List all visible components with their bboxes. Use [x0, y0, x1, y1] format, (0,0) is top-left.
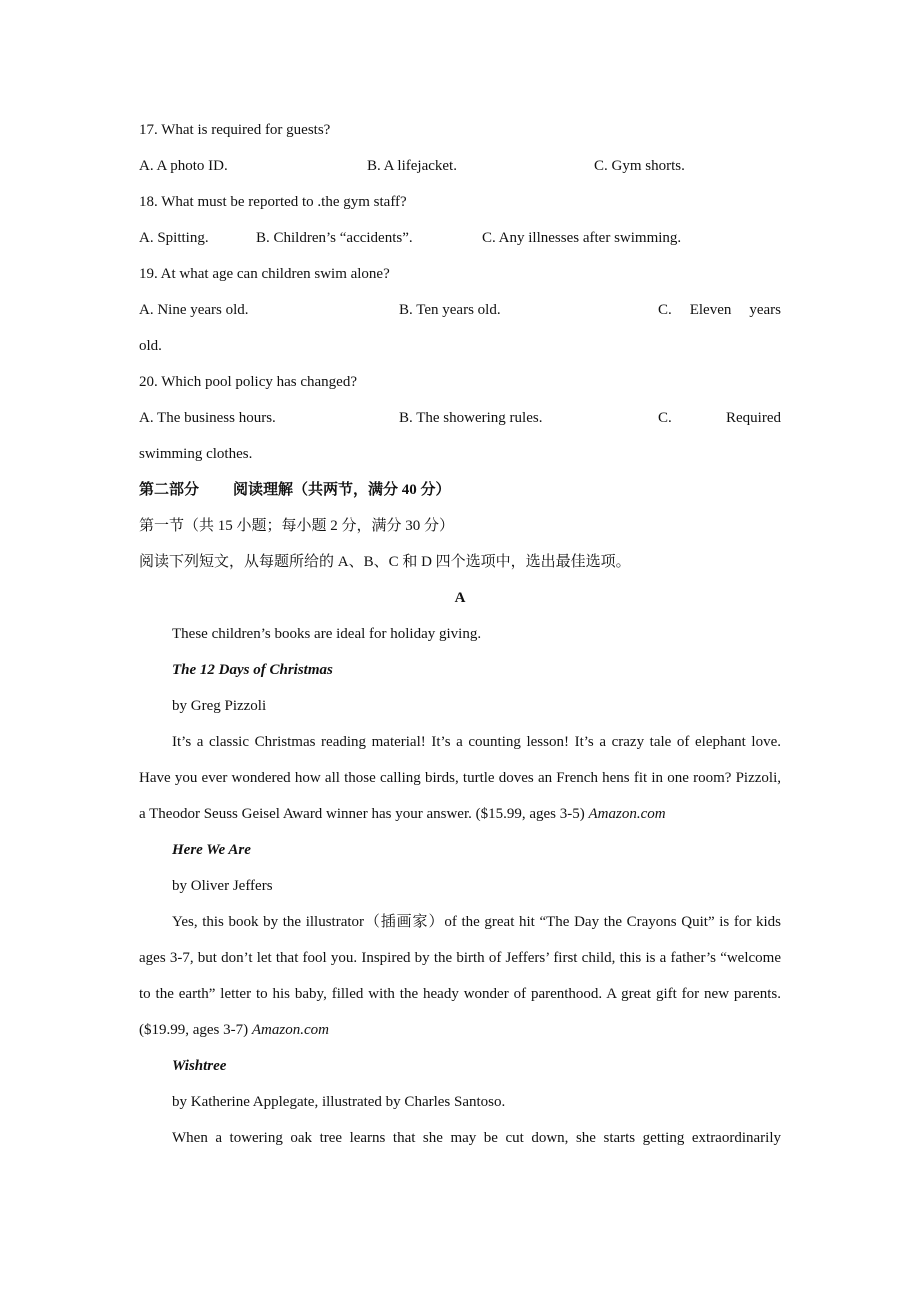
option-a: A. Nine years old. [139, 302, 249, 318]
option-b: B. Children’s “accidents”. [256, 230, 413, 246]
book-author: by Greg Pizzoli [172, 698, 267, 714]
description-text: Yes, this book by the illustrator（插画家）of the great hit “The Day the Crayons Quit” is for kids ages 3-7, but don’t let that fool you. Inspired by the birth of Jeffers’ first child, this is a father’s “welcome to the earth” letter to his baby, filled with the heady wonder of parenthood. A great gift for new parents. ($19.99, ages 3-7) [139, 914, 781, 1038]
option-c: C. Any illnesses after swimming. [482, 230, 682, 246]
option-b: B. The showering rules. [399, 410, 543, 426]
option-c-word: Eleven [689, 302, 732, 318]
instruction: 阅读下列短文，从每题所给的 A、B、C 和 D 四个选项中，选出最佳选项。 [139, 554, 631, 570]
option-a: A. The business hours. [139, 410, 276, 426]
part-title: 阅读理解（共两节，满分 40 分） [233, 482, 451, 498]
option-c-continued: old. [139, 338, 162, 354]
passage-intro: These children’s books are ideal for holiday giving. [172, 626, 482, 642]
source: Amazon.com [251, 1022, 329, 1038]
part-heading [139, 472, 781, 508]
option-b: B. A lifejacket. [367, 158, 457, 174]
book-description: When a towering oak tree learns that she may be cut down, she starts getting extraordinarily [172, 1130, 781, 1146]
option-c-word: years [749, 302, 781, 318]
book-title: The 12 Days of Christmas [172, 662, 333, 678]
section-heading: 第一节（共 15 小题；每小题 2 分，满分 30 分） [139, 518, 455, 534]
option-c [658, 292, 781, 328]
passage-label: A [454, 590, 466, 606]
options-19 [139, 292, 781, 328]
book-title: Wishtree [172, 1058, 227, 1074]
option-c-continued: swimming clothes. [139, 446, 253, 462]
question-19: 19. At what age can children swim alone? [139, 266, 390, 282]
book-author: by Katherine Applegate, illustrated by Charles Santoso. [172, 1094, 506, 1110]
option-a: A. Spitting. [139, 230, 209, 246]
part-number: 第二部分 [139, 482, 200, 498]
document-content [139, 112, 781, 1156]
description-text: It’s a classic Christmas reading material! It’s a counting lesson! It’s a crazy tale of elephant love. Have you ever wondered how all those calling birds, turtle doves an French hens fit in one room? Pizzoli, a Theodor Seuss Geisel Award winner has your answer. ($15.99, ages 3-5) [139, 734, 781, 822]
question-18: 18. What must be reported to .the gym staff? [139, 194, 407, 210]
question-20: 20. Which pool policy has changed? [139, 374, 357, 390]
book-description [139, 724, 781, 832]
book-title: Here We Are [172, 842, 251, 858]
options-17 [139, 148, 781, 184]
options-18 [139, 220, 781, 256]
option-b: B. Ten years old. [399, 302, 501, 318]
option-a: A. A photo ID. [139, 158, 228, 174]
source: Amazon.com [588, 806, 666, 822]
question-17: 17. What is required for guests? [139, 122, 331, 138]
option-c-label: C. [658, 302, 672, 318]
options-20 [139, 400, 781, 436]
option-c-label: C. [658, 410, 672, 426]
option-c [658, 400, 781, 436]
book-description [139, 904, 781, 1048]
option-c: C. Gym shorts. [594, 158, 685, 174]
option-c-word: Required [726, 410, 781, 426]
book-author: by Oliver Jeffers [172, 878, 273, 894]
